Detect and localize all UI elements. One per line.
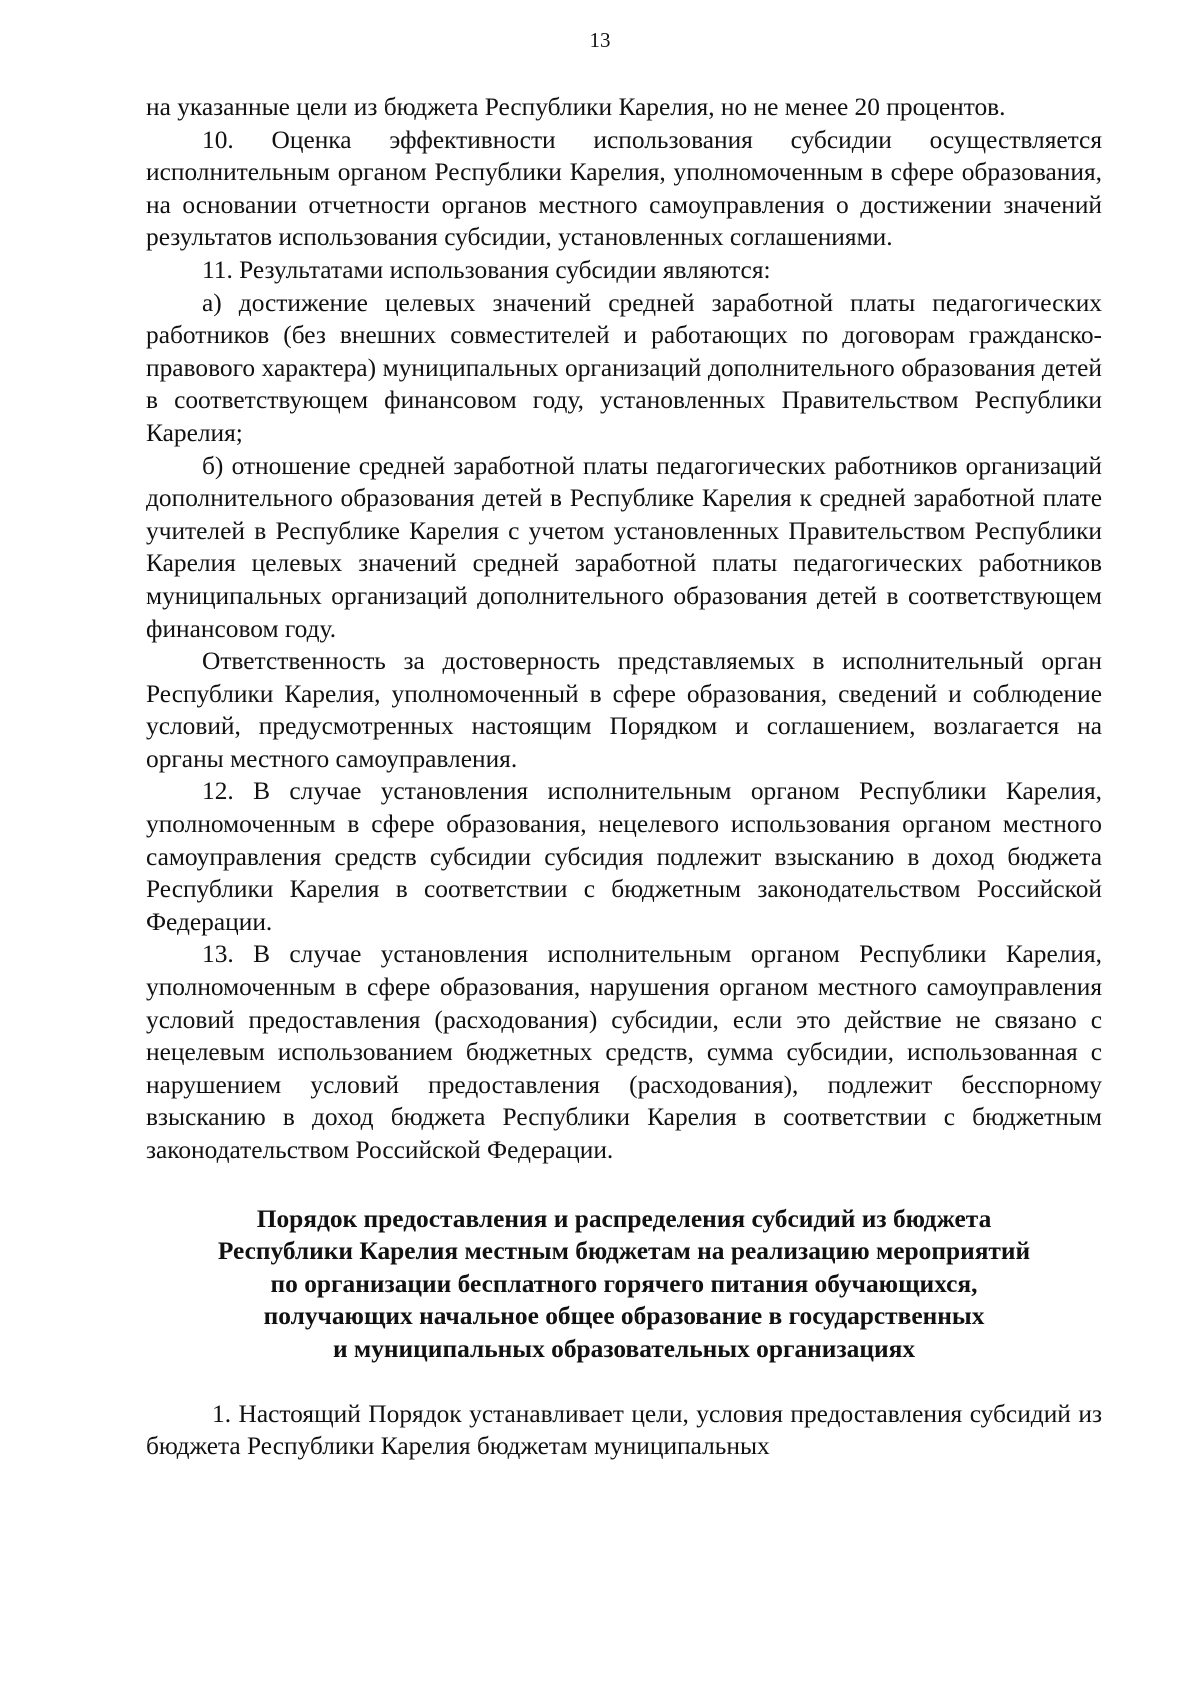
paragraph-item-10: 10. Оценка эффективности использования субсидии осуществляется исполнительным органом Республики Карелия, уполномоченным в сфере образования, на основании отчетности органов местного самоуправления о достижении значений результатов использования субсидии, установленных соглашениями. xyxy=(146,125,1102,252)
paragraph-responsibility: Ответственность за достоверность представляемых в исполнительный орган Республики Карелия, уполномоченный в сфере образования, сведений и соблюдение условий, предусмотренных настоящим Порядком и соглашением, возлагается на органы местного самоуправления. xyxy=(146,647,1102,773)
document-body xyxy=(146,91,1102,1463)
page-number: 13 xyxy=(589,28,611,52)
paragraph-section-item-1: 1. Настоящий Порядок устанавливает цели, условия предоставления субсидий из бюджета Республики Карелия бюджетам муниципальных xyxy=(146,1399,1102,1461)
paragraph-item-13: 13. В случае установления исполнительным органом Республики Карелия, уполномоченным в сфере образования, нарушения органом местного самоуправления условий предоставления (расходования) субсидии, если это действие не связано с нецелевым использованием бюджетных средств, сумма субсидии, использованная с нарушением условий предоставления (расходования), подлежит бесспорному взысканию в доход бюджета Республики Карелия в соответствии с бюджетным законодательством Российской Федерации. xyxy=(146,940,1102,1164)
paragraph-item-12: 12. В случае установления исполнительным органом Республики Карелия, уполномоченным в сфере образования, нецелевого использования органом местного самоуправления средств субсидии субсидия подлежит взысканию в доход бюджета Республики Карелия в соответствии с бюджетным законодательством Российской Федерации. xyxy=(146,777,1102,936)
section-title-line: по организации бесплатного горячего питания обучающихся, xyxy=(270,1269,978,1298)
paragraph-continuation: на указанные цели из бюджета Республики Карелия, но не менее 20 процентов. xyxy=(146,93,1006,121)
paragraph-item-11a: а) достижение целевых значений средней заработной платы педагогических работников (без внешних совместителей и работающих по договорам гражданско-правового характера) муниципальных организаций дополнительного образования детей в соответствующем финансовом году, установленных Правительством Республики Карелия; xyxy=(146,288,1102,447)
section-title-line: и муниципальных образовательных организациях xyxy=(332,1334,916,1363)
paragraph-item-11: 11. Результатами использования субсидии являются: xyxy=(202,255,771,284)
paragraph-item-11b: б) отношение средней заработной платы педагогических работников организаций дополнительного образования детей в Республике Карелия к средней заработной плате учителей в Республике Карелия с учетом установленных Правительством Республики Карелия целевых значений средней заработной платы педагогических работников муниципальных организаций дополнительного образования детей в соответствующем финансовом году. xyxy=(146,451,1102,643)
section-title xyxy=(146,1167,1102,1398)
section-title-line: Республики Карелия местным бюджетам на реализацию мероприятий xyxy=(217,1237,1031,1266)
section-title-line: получающих начальное общее образование в государственных xyxy=(263,1302,985,1331)
section-title-line: Порядок предоставления и распределения субсидий из бюджета xyxy=(256,1204,992,1233)
